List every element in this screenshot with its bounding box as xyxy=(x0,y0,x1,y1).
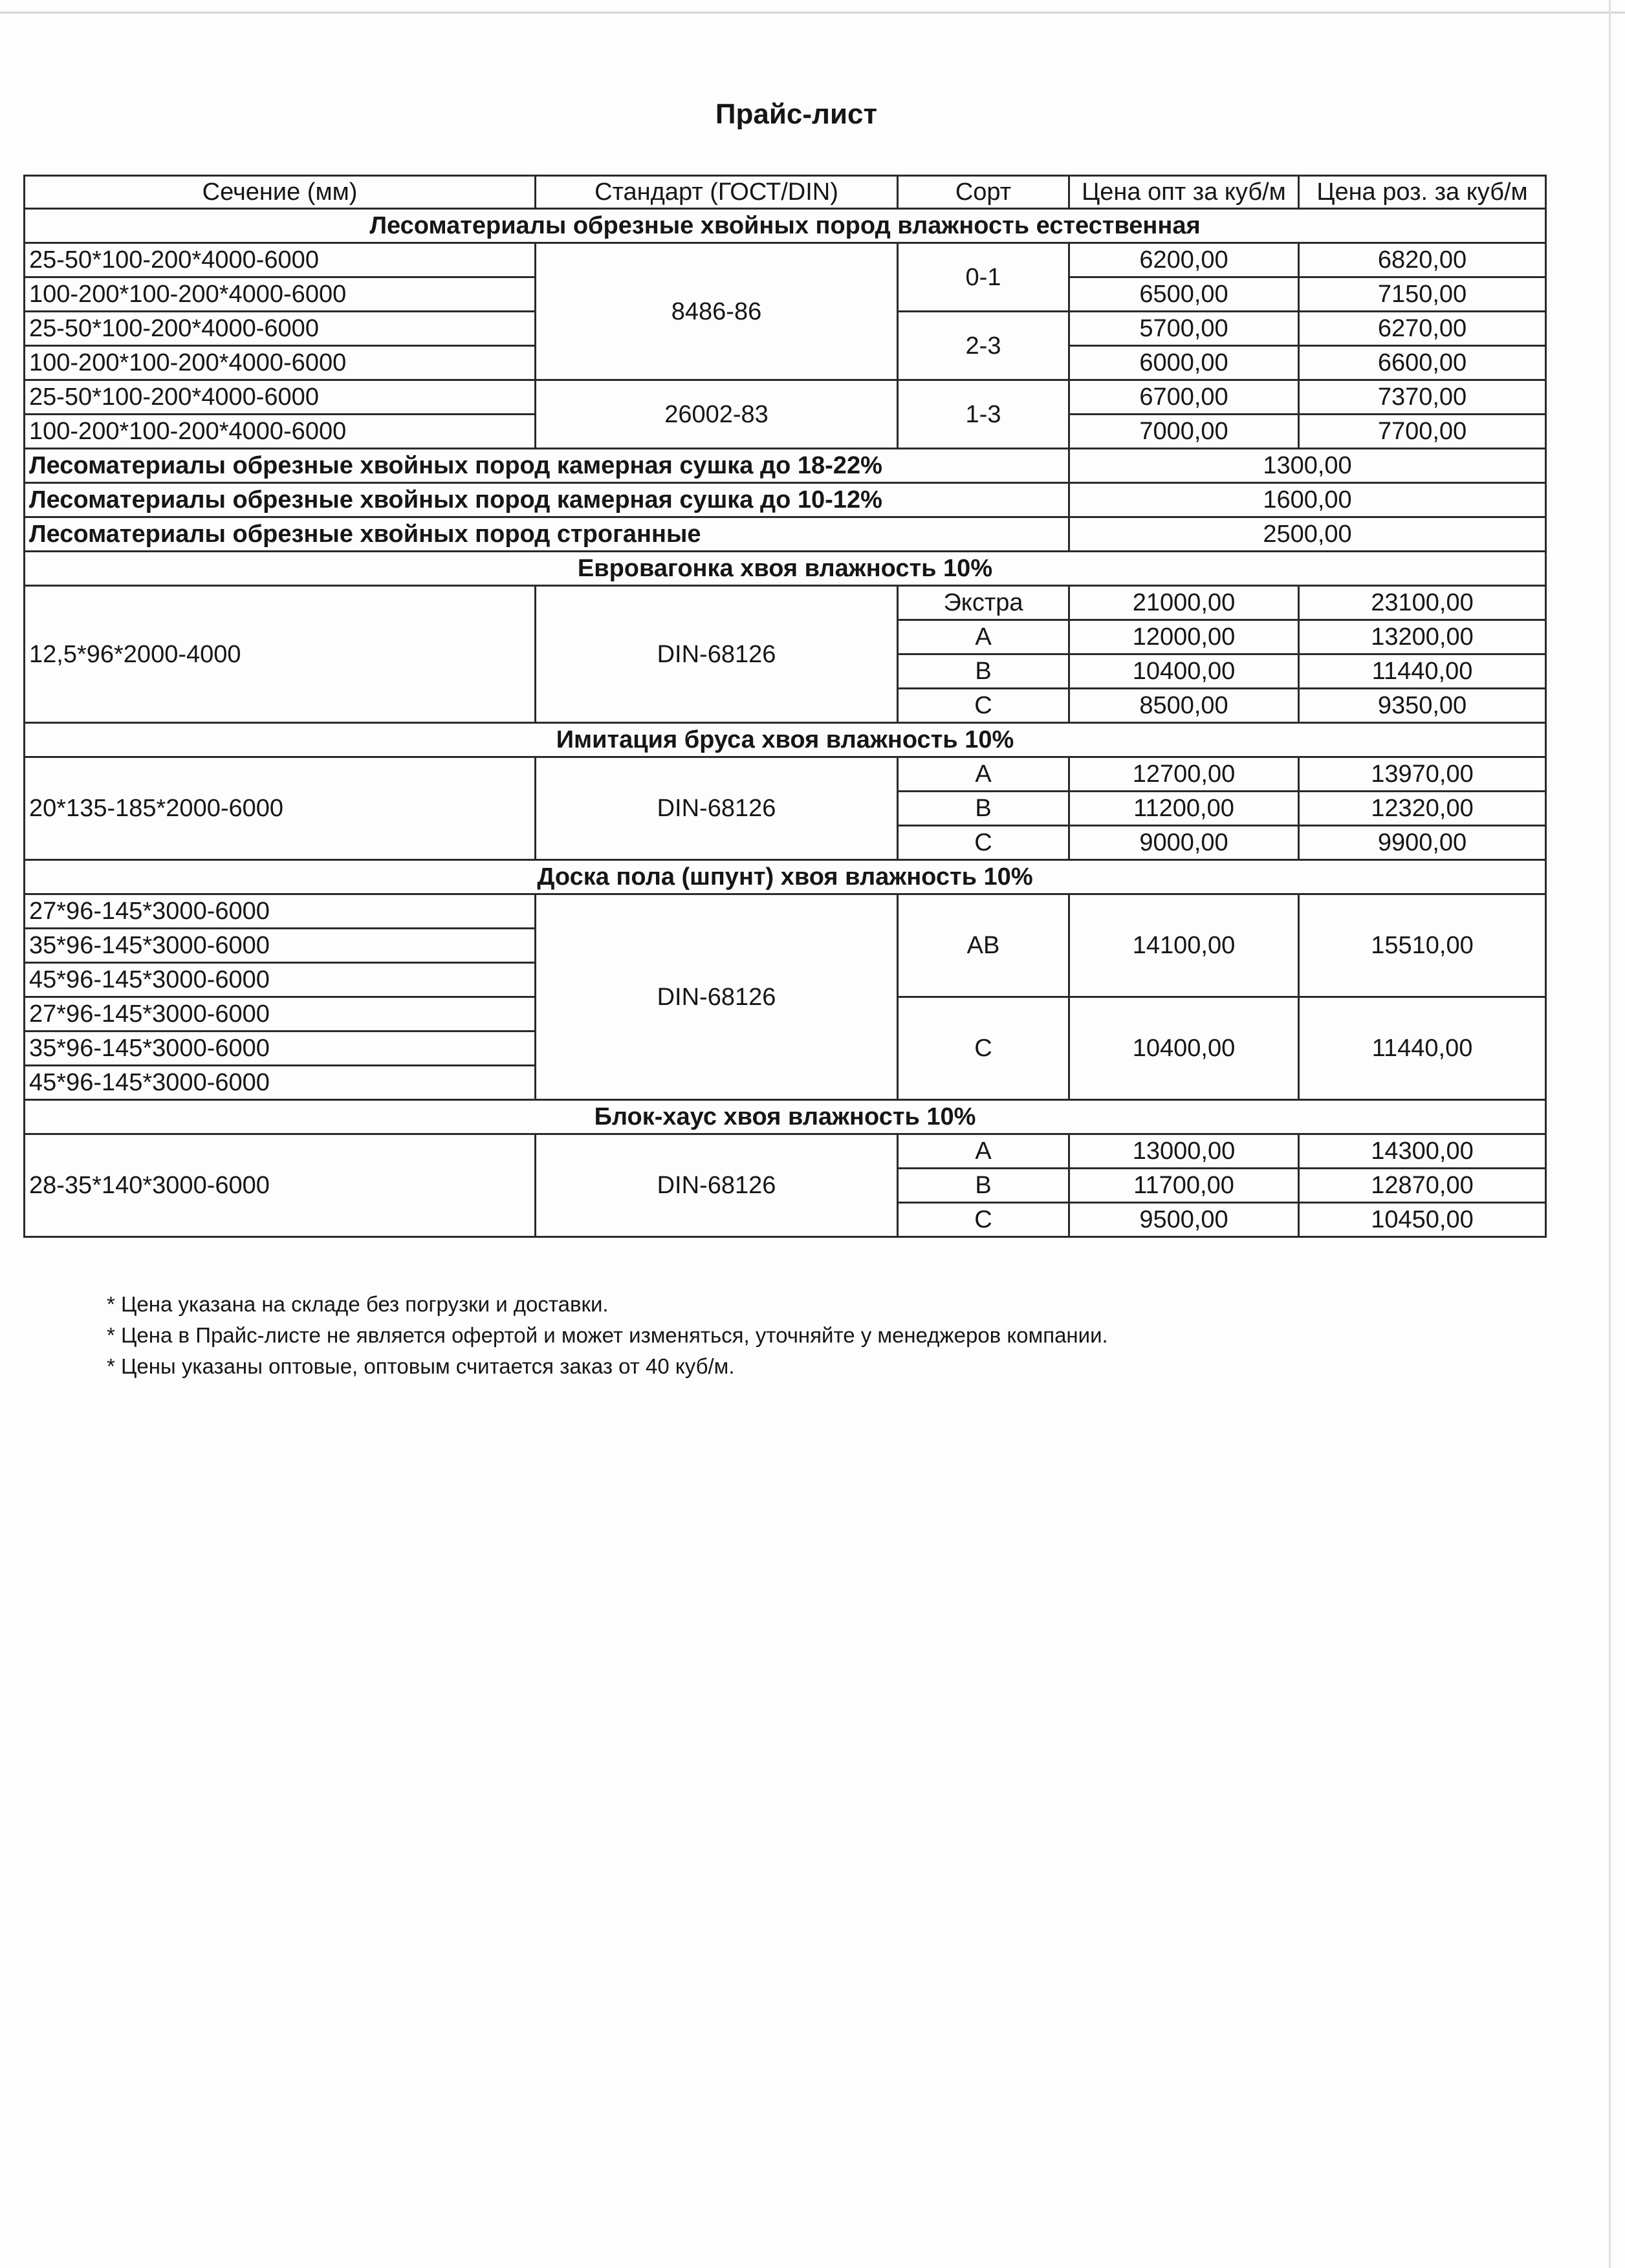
page-edge xyxy=(0,12,1625,14)
retail-price-cell: 13970,00 xyxy=(1299,757,1546,792)
grade-cell: A xyxy=(898,1134,1069,1169)
wholesale-price-cell: 21000,00 xyxy=(1069,586,1299,620)
extra-price: 2500,00 xyxy=(1069,517,1546,552)
wholesale-price-cell: 6700,00 xyxy=(1069,380,1299,415)
wholesale-price-cell: 10400,00 xyxy=(1069,654,1299,689)
grade-cell: B xyxy=(898,654,1069,689)
wholesale-price-cell: 6500,00 xyxy=(1069,277,1299,312)
size-cell: 45*96-145*3000-6000 xyxy=(25,1066,536,1100)
retail-price-cell: 23100,00 xyxy=(1299,586,1546,620)
retail-price-cell: 11440,00 xyxy=(1299,997,1546,1100)
column-header: Сечение (мм) xyxy=(25,176,536,209)
extra-price: 1300,00 xyxy=(1069,449,1546,483)
wholesale-price-cell: 7000,00 xyxy=(1069,415,1299,449)
wholesale-price-cell: 6200,00 xyxy=(1069,243,1299,277)
wholesale-price-cell: 11200,00 xyxy=(1069,792,1299,826)
table-row xyxy=(25,586,1546,620)
grade-cell: B xyxy=(898,1169,1069,1203)
size-cell: 27*96-145*3000-6000 xyxy=(25,997,536,1031)
wholesale-price-cell: 5700,00 xyxy=(1069,312,1299,346)
grade-cell: C xyxy=(898,826,1069,860)
grade-cell: A xyxy=(898,757,1069,792)
section-heading: Лесоматериалы обрезные хвойных пород влажность естественная xyxy=(25,209,1546,243)
retail-price-cell: 7370,00 xyxy=(1299,380,1546,415)
section-heading-row xyxy=(25,723,1546,757)
retail-price-cell: 6820,00 xyxy=(1299,243,1546,277)
footnotes xyxy=(107,1289,1108,1382)
grade-cell: A xyxy=(898,620,1069,654)
section-heading-row xyxy=(25,1100,1546,1134)
extra-label: Лесоматериалы обрезные хвойных пород камерная сушка до 18-22% xyxy=(25,449,1069,483)
table-header-row xyxy=(25,176,1546,209)
table-row xyxy=(25,483,1546,517)
standard-cell: DIN-68126 xyxy=(536,586,898,723)
size-cell: 35*96-145*3000-6000 xyxy=(25,1031,536,1066)
footnote: * Цены указаны оптовые, оптовым считается заказ от 40 куб/м. xyxy=(107,1354,735,1378)
size-cell: 45*96-145*3000-6000 xyxy=(25,963,536,997)
price-table xyxy=(23,175,1547,1238)
standard-cell: DIN-68126 xyxy=(536,1134,898,1237)
section-heading-row xyxy=(25,209,1546,243)
wholesale-price-cell: 8500,00 xyxy=(1069,689,1299,723)
wholesale-price-cell: 13000,00 xyxy=(1069,1134,1299,1169)
column-header: Стандарт (ГОСТ/DIN) xyxy=(536,176,898,209)
section-heading-row xyxy=(25,860,1546,894)
extra-label: Лесоматериалы обрезные хвойных пород камерная сушка до 10-12% xyxy=(25,483,1069,517)
retail-price-cell: 12320,00 xyxy=(1299,792,1546,826)
wholesale-price-cell: 14100,00 xyxy=(1069,894,1299,997)
grade-cell: C xyxy=(898,997,1069,1100)
section-heading: Имитация бруса хвоя влажность 10% xyxy=(25,723,1546,757)
standard-cell: DIN-68126 xyxy=(536,757,898,860)
standard-cell: DIN-68126 xyxy=(536,894,898,1100)
retail-price-cell: 7700,00 xyxy=(1299,415,1546,449)
table-row xyxy=(25,517,1546,552)
column-header: Цена опт за куб/м xyxy=(1069,176,1299,209)
section-heading: Блок-хаус хвоя влажность 10% xyxy=(25,1100,1546,1134)
retail-price-cell: 14300,00 xyxy=(1299,1134,1546,1169)
size-cell: 12,5*96*2000-4000 xyxy=(25,586,536,723)
footnote: * Цена указана на складе без погрузки и доставки. xyxy=(107,1292,609,1316)
grade-cell: AB xyxy=(898,894,1069,997)
retail-price-cell: 15510,00 xyxy=(1299,894,1546,997)
wholesale-price-cell: 10400,00 xyxy=(1069,997,1299,1100)
wholesale-price-cell: 6000,00 xyxy=(1069,346,1299,380)
table-row xyxy=(25,380,1546,415)
size-cell: 25-50*100-200*4000-6000 xyxy=(25,243,536,277)
retail-price-cell: 6270,00 xyxy=(1299,312,1546,346)
column-header: Цена роз. за куб/м xyxy=(1299,176,1546,209)
grade-cell: C xyxy=(898,1203,1069,1237)
retail-price-cell: 7150,00 xyxy=(1299,277,1546,312)
size-cell: 100-200*100-200*4000-6000 xyxy=(25,277,536,312)
size-cell: 35*96-145*3000-6000 xyxy=(25,929,536,963)
table-row xyxy=(25,243,1546,277)
column-header: Сорт xyxy=(898,176,1069,209)
standard-cell: 26002-83 xyxy=(536,380,898,449)
grade-cell: B xyxy=(898,792,1069,826)
extra-label: Лесоматериалы обрезные хвойных пород строганные xyxy=(25,517,1069,552)
table-row xyxy=(25,757,1546,792)
size-cell: 20*135-185*2000-6000 xyxy=(25,757,536,860)
wholesale-price-cell: 12700,00 xyxy=(1069,757,1299,792)
grade-cell: 2-3 xyxy=(898,312,1069,380)
table-row xyxy=(25,449,1546,483)
retail-price-cell: 9900,00 xyxy=(1299,826,1546,860)
wholesale-price-cell: 9000,00 xyxy=(1069,826,1299,860)
retail-price-cell: 11440,00 xyxy=(1299,654,1546,689)
size-cell: 100-200*100-200*4000-6000 xyxy=(25,346,536,380)
grade-cell: 1-3 xyxy=(898,380,1069,449)
grade-cell: 0-1 xyxy=(898,243,1069,312)
retail-price-cell: 12870,00 xyxy=(1299,1169,1546,1203)
wholesale-price-cell: 9500,00 xyxy=(1069,1203,1299,1237)
retail-price-cell: 13200,00 xyxy=(1299,620,1546,654)
size-cell: 28-35*140*3000-6000 xyxy=(25,1134,536,1237)
standard-cell: 8486-86 xyxy=(536,243,898,380)
table-row xyxy=(25,1134,1546,1169)
section-heading-row xyxy=(25,552,1546,586)
retail-price-cell: 10450,00 xyxy=(1299,1203,1546,1237)
section-heading: Доска пола (шпунт) хвоя влажность 10% xyxy=(25,860,1546,894)
size-cell: 27*96-145*3000-6000 xyxy=(25,894,536,929)
size-cell: 100-200*100-200*4000-6000 xyxy=(25,415,536,449)
size-cell: 25-50*100-200*4000-6000 xyxy=(25,380,536,415)
table-row xyxy=(25,894,1546,929)
footnote: * Цена в Прайс-листе не является офертой и может изменяться, уточняйте у менеджеров компании. xyxy=(107,1323,1108,1347)
page-edge xyxy=(1609,0,1611,2268)
section-heading: Евровагонка хвоя влажность 10% xyxy=(25,552,1546,586)
retail-price-cell: 9350,00 xyxy=(1299,689,1546,723)
wholesale-price-cell: 12000,00 xyxy=(1069,620,1299,654)
wholesale-price-cell: 11700,00 xyxy=(1069,1169,1299,1203)
retail-price-cell: 6600,00 xyxy=(1299,346,1546,380)
extra-price: 1600,00 xyxy=(1069,483,1546,517)
grade-cell: Экстра xyxy=(898,586,1069,620)
size-cell: 25-50*100-200*4000-6000 xyxy=(25,312,536,346)
grade-cell: C xyxy=(898,689,1069,723)
page-title: Прайс-лист xyxy=(715,98,878,130)
